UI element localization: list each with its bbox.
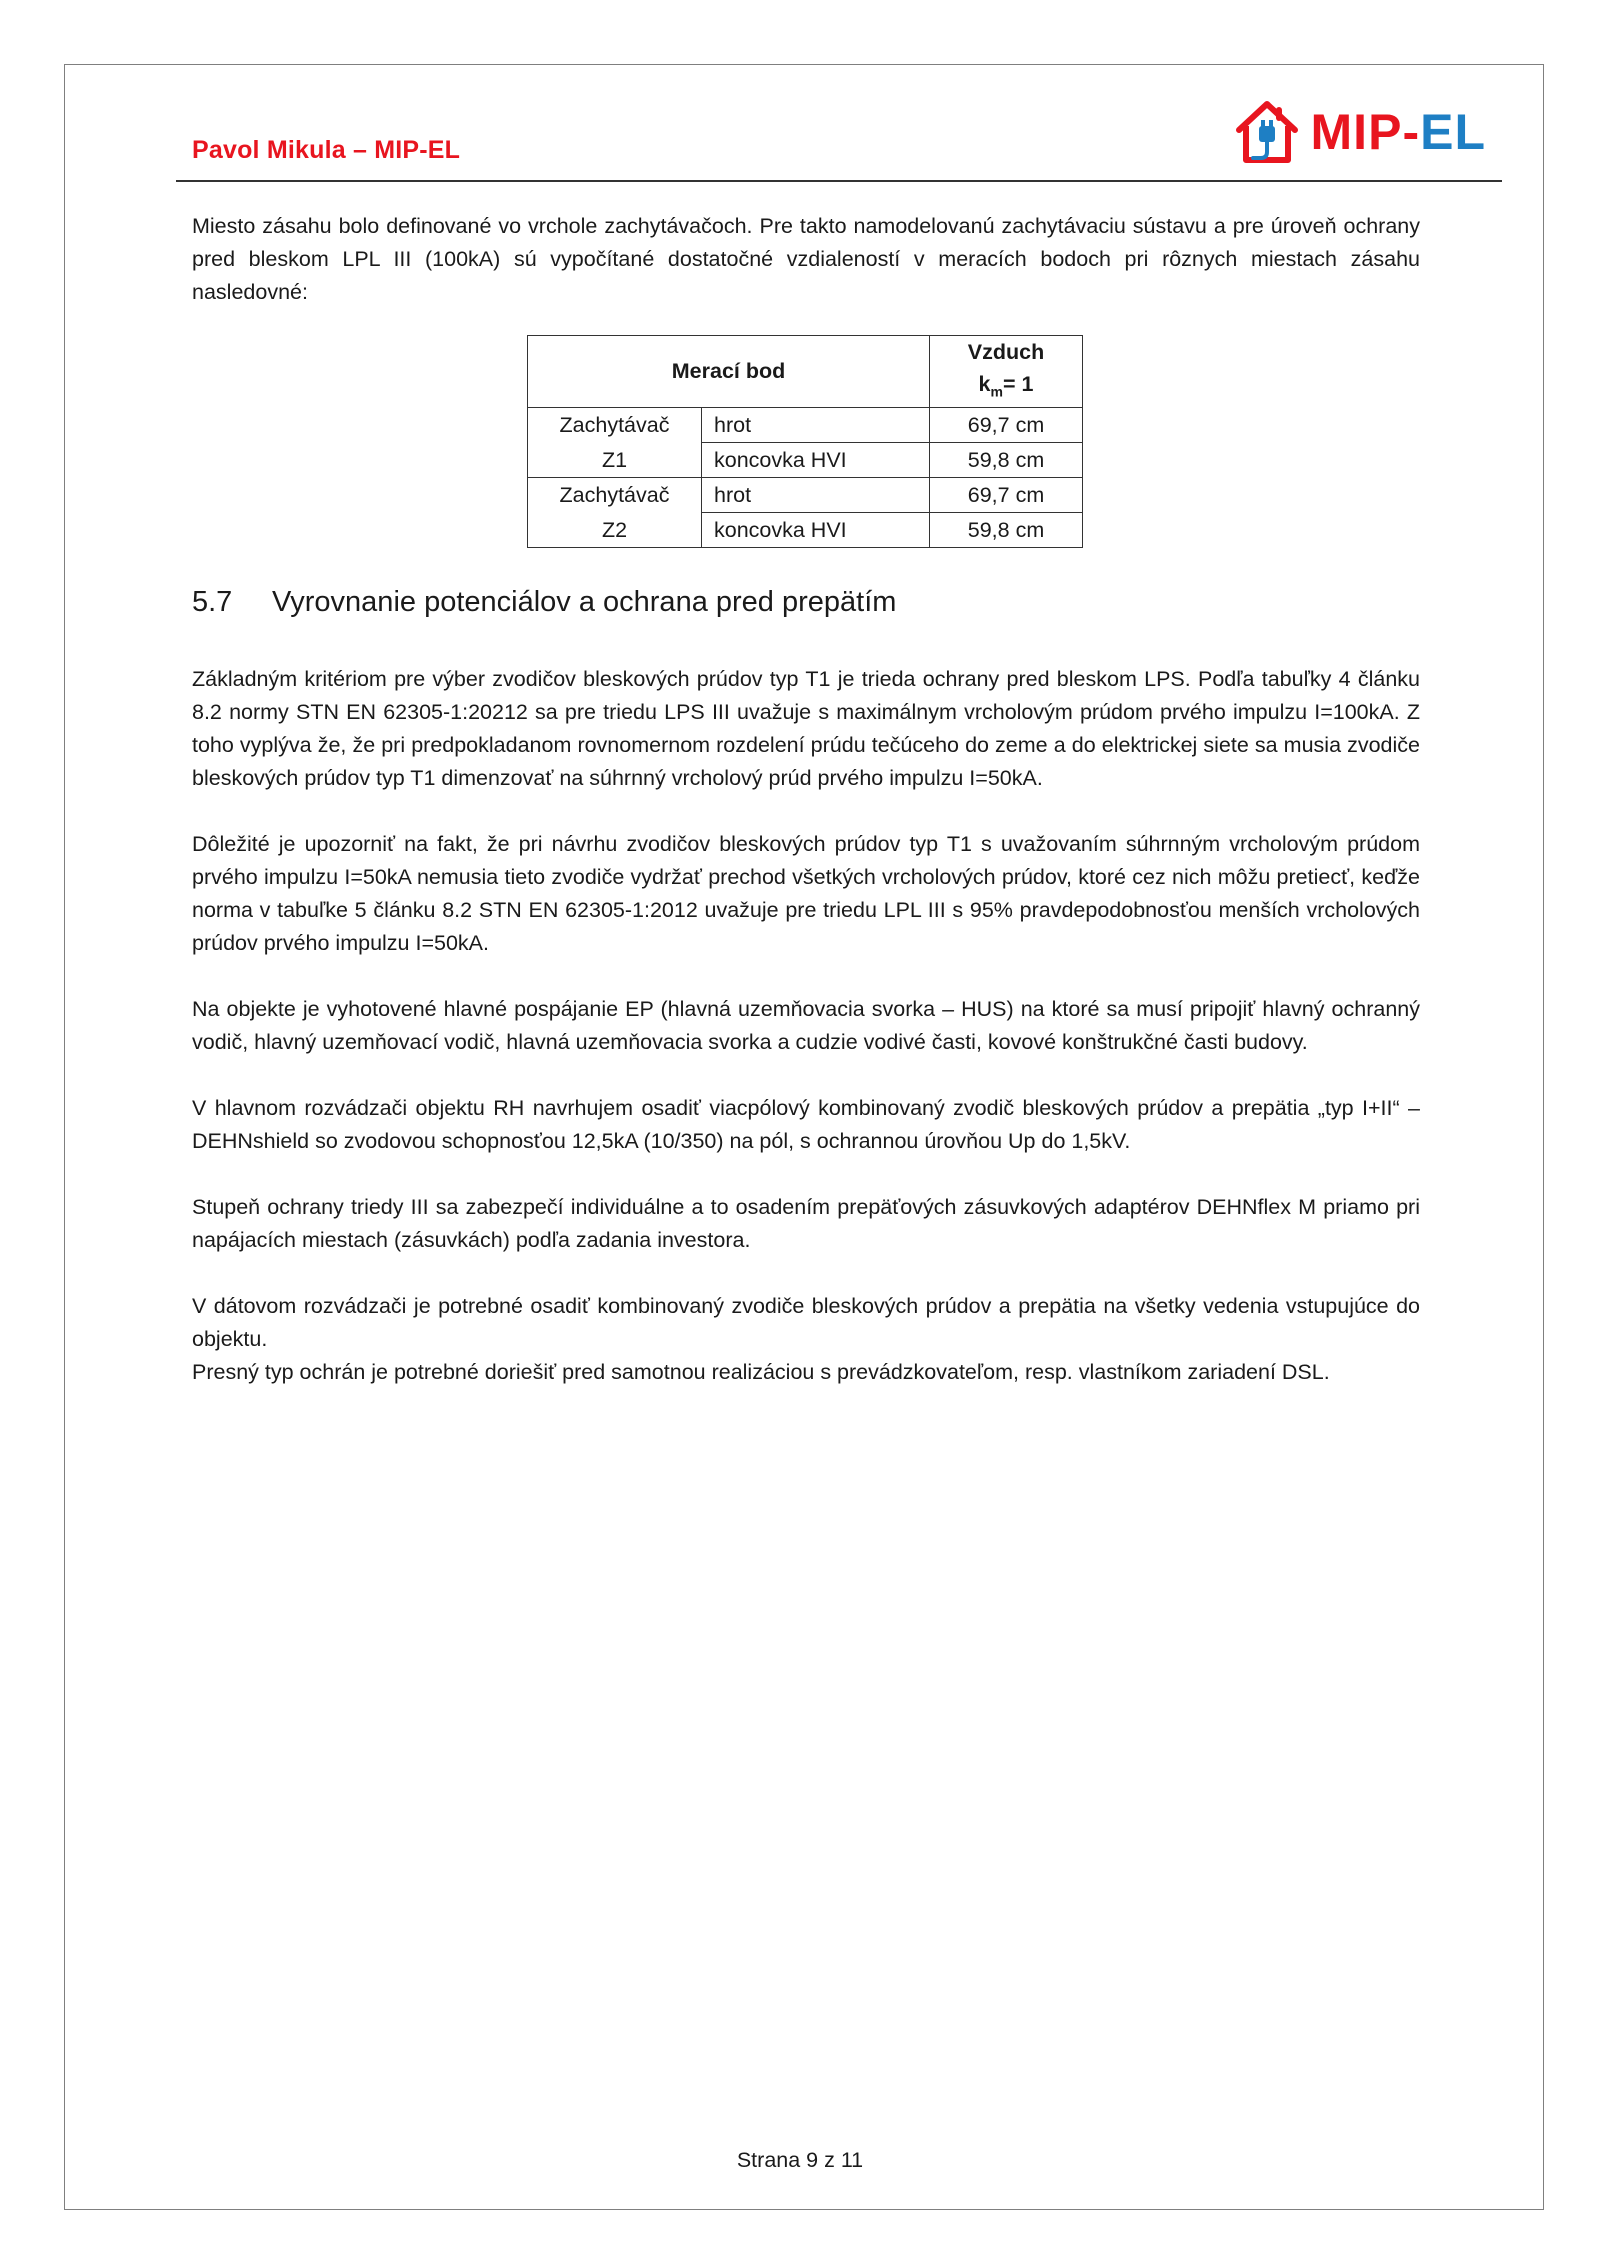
header-title: Pavol Mikula – MIP-EL <box>192 136 461 164</box>
table-row <box>528 478 1083 513</box>
table-row <box>528 408 1083 443</box>
page-number: Strana 9 z 11 <box>736 2148 864 2172</box>
header-measuring-point: Merací bod <box>528 336 930 408</box>
company-logo <box>1231 96 1486 168</box>
paragraph: Na objekte je vyhotovené hlavné pospájanie EP (hlavná uzemňovacia svorka – HUS) na ktoré sa musí pripojiť hlavný ochranný vodič, hlavný uzemňovací vodič, hlavná uzemňovacia svorka a cudzie vodivé časti, kovové konštrukčné časti budovy. <box>192 997 1420 1055</box>
page-content <box>192 210 1420 1389</box>
paragraph: V hlavnom rozvádzači objektu RH navrhujem osadiť viacpólový kombinovaný zvodič bleskových prúdov a prepätia „typ I+II“ – DEHNshield so zvodovou schopnosťou 12,5kA (10/350) na pól, s ochrannou úrovňou Up do 1,5kV. <box>192 1096 1420 1154</box>
catcher-label: Zachytávač <box>528 478 702 513</box>
value-cell: 59,8 cm <box>930 443 1083 478</box>
table-row <box>528 513 1083 548</box>
point-cell: koncovka HVI <box>702 513 930 548</box>
value-cell: 69,7 cm <box>930 478 1083 513</box>
paragraph: Základným kritériom pre výber zvodičov bleskových prúdov typ T1 je trieda ochrany pred bleskom LPS. Podľa tabuľky 4 článku 8.2 normy STN EN 62305-1:20212 sa pre triedu LPS III uvažuje s maximálnym vrcholovým prúdom prvého impulzu I=100kA. Z toho vyplýva že, že pri predpokladanom rovnomernom rozdelení prúdu tečúceho do zeme a do elektrickej siete sa musia zvodiče bleskových prúdov typ T1 dimenzovať na súhrnný vrcholový prúd prvého impulzu I=50kA. <box>192 667 1420 791</box>
point-cell: hrot <box>702 478 930 513</box>
intro-paragraph: Miesto zásahu bolo definované vo vrchole zachytávačoch. Pre takto namodelovanú zachytávaciu sústavu a pre úroveň ochrany pred bleskom LPL III (100kA) sú vypočítané dostatočné vzdialeností v meracích bodoch pri rôznych miestach zásahu nasledovné: <box>192 214 1420 304</box>
distance-table <box>527 335 1083 548</box>
paragraph: Dôležité je upozorniť na fakt, že pri návrhu zvodičov bleskových prúdov typ T1 s uvažovaním súhrnným vrcholovým prúdom prvého impulzu I=50kA nemusia tieto zvodiče vydržať prechod všetkých vrcholových prúdov, ktoré cez nich môžu pretiecť, keďže norma v tabuľke 5 článku 8.2 STN EN 62305-1:2012 uvažuje pre triedu LPL III s 95% pravdepodobnosťou menších vrcholových prúdov prvého impulzu I=50kA. <box>192 832 1420 956</box>
value-cell: 69,7 cm <box>930 408 1083 443</box>
header-air: Vzduch $k_m= 1$ <box>930 336 1083 408</box>
page-header <box>176 92 1502 182</box>
catcher-id: Z1 <box>528 443 702 478</box>
distance-table-wrapper <box>527 335 1420 548</box>
section-number: 5.7 <box>192 586 233 619</box>
paragraph: Stupeň ochrany triedy III sa zabezpečí individuálne a to osadením prepäťových zásuvkových adaptérov DEHNflex M priamo pri napájacích miestach (zásuvkách) podľa zadania investora. <box>192 1195 1420 1253</box>
catcher-label: Zachytávač <box>528 408 702 443</box>
value-cell: 59,8 cm <box>930 513 1083 548</box>
paragraph: V dátovom rozvádzači je potrebné osadiť kombinovaný zvodiče bleskových prúdov a prepätia na všetky vedenia vstupujúce do objektu. <box>192 1294 1420 1352</box>
table-header-row <box>528 336 1083 408</box>
table-row <box>528 443 1083 478</box>
point-cell: hrot <box>702 408 930 443</box>
house-plug-icon <box>1231 96 1303 168</box>
point-cell: koncovka HVI <box>702 443 930 478</box>
logo-text: MIP-EL <box>1310 104 1486 160</box>
catcher-id: Z2 <box>528 513 702 548</box>
paragraph: Presný typ ochrán je potrebné doriešiť pred samotnou realizáciou s prevádzkovateľom, resp. vlastníkom zariadení DSL. <box>192 1360 1330 1385</box>
section-title: Vyrovnanie potenciálov a ochrana pred prepätím <box>272 586 897 619</box>
section-heading <box>192 586 1420 619</box>
